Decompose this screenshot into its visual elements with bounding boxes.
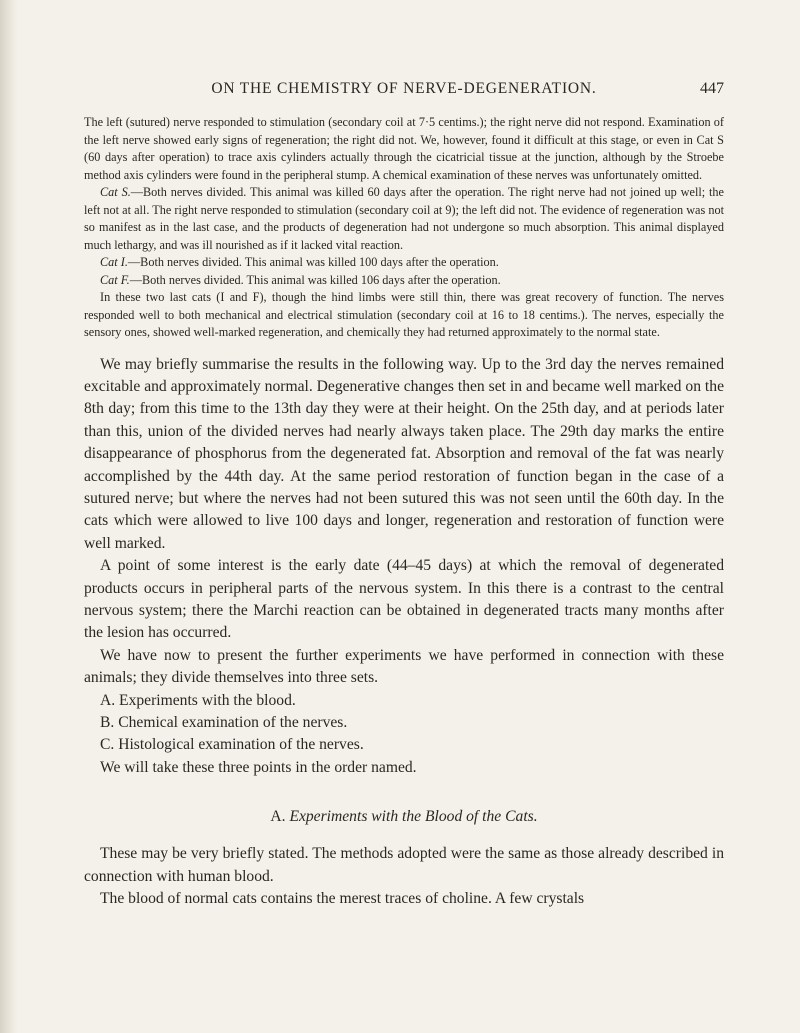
- cat-label: Cat S.: [100, 185, 131, 199]
- running-head: ON THE CHEMISTRY OF NERVE-DEGENERATION.: [211, 80, 597, 97]
- cat-text: —Both nerves divided. This animal was killed 60 days after the operation. The right nerve had not joined up well; the left not at all. The right nerve responded to stimulation (secondary coil at 9); the left did not. The evidence of regeneration was not so manifest as in the last case, and the products of degeneration had not undergone so much absorption. This animal displayed much lethargy, and was ill nourished as if it lacked vital reaction.: [84, 185, 724, 252]
- small-print-block: [84, 114, 724, 342]
- section-heading: [84, 807, 724, 827]
- paragraph: We have now to present the further experiments we have performed in connection with these animals; they divide themselves into three sets.: [84, 646, 724, 687]
- cat-label: Cat I.: [100, 255, 128, 269]
- cat-text: —Both nerves divided. This animal was killed 100 days after the operation.: [127, 255, 499, 269]
- section-letter: A.: [270, 808, 286, 826]
- paragraph: A point of some interest is the early date (44–45 days) at which the removal of degenerated products occurs in peripheral parts of the nervous system. In this there is a contrast to the central nervous system; there the Marchi reaction can be obtained in degenerated tracts many months after the lesion has occurred.: [84, 557, 724, 642]
- section-title: Experiments with the Blood of the Cats.: [289, 808, 538, 826]
- list-item: B. Chemical examination of the nerves.: [100, 714, 348, 731]
- paragraph: We will take these three points in the order named.: [100, 758, 417, 776]
- page-header: [84, 79, 724, 99]
- main-text-block: [84, 354, 724, 911]
- page-body: [84, 114, 724, 910]
- page-gutter-shadow: [0, 0, 18, 1033]
- list-item: A. Experiments with the blood.: [100, 691, 296, 709]
- paragraph: We may briefly summarise the results in the following way. Up to the 3rd day the nerves remained excitable and approximately normal. Degenerative changes then set in and became well marked on the 8th day; from this time to the 13th day they were at their height. On the 25th day, and at periods later than this, union of the divided nerves had nearly always taken place. The 29th day marks the entire disappearance of phosphorus from the degenerated fat. Absorption and removal of the fat was nearly accomplished by the 44th day. At the same period restoration of function began in the case of a sutured nerve; but where the nerves had not been sutured this was not seen until the 60th day. In the cats which were allowed to live 100 days and longer, regeneration and restoration of function were well marked.: [84, 355, 724, 552]
- cat-label: Cat F.: [100, 272, 130, 287]
- page-number: 447: [700, 80, 724, 97]
- paragraph: In these two last cats (I and F), though the hind limbs were still thin, there was great recovery of function. The nerves responded well to both mechanical and electrical stimulation (secondary coil at 16 to 18 centims.). The nerves, especially the sensory ones, showed well-marked regeneration, and chemically they had returned approximately to the normal state.: [84, 290, 724, 339]
- paragraph: These may be very briefly stated. The methods adopted were the same as those already described in connection with human blood.: [84, 845, 724, 885]
- cat-entry: [84, 272, 724, 290]
- cat-entry: [84, 184, 724, 254]
- paragraph: The blood of normal cats contains the merest traces of choline. A few crystals: [100, 890, 585, 908]
- paragraph: The left (sutured) nerve responded to stimulation (secondary coil at 7·5 centims.); the right nerve did not respond. Examination of the left nerve showed early signs of regeneration; the right did not. We, however, found it difficult at this stage, or even in Cat S (60 days after operation) to trace axis cylinders actually through the cicatricial tissue at the junction, although by the Stroebe method axis cylinders were found in the peripheral stump. A chemical examination of these nerves was unfortunately omitted.: [84, 115, 724, 182]
- cat-entry: [84, 254, 724, 272]
- list-item: C. Histological examination of the nerves.: [100, 736, 364, 754]
- cat-text: —Both nerves divided. This animal was killed 106 days after the operation.: [129, 272, 501, 287]
